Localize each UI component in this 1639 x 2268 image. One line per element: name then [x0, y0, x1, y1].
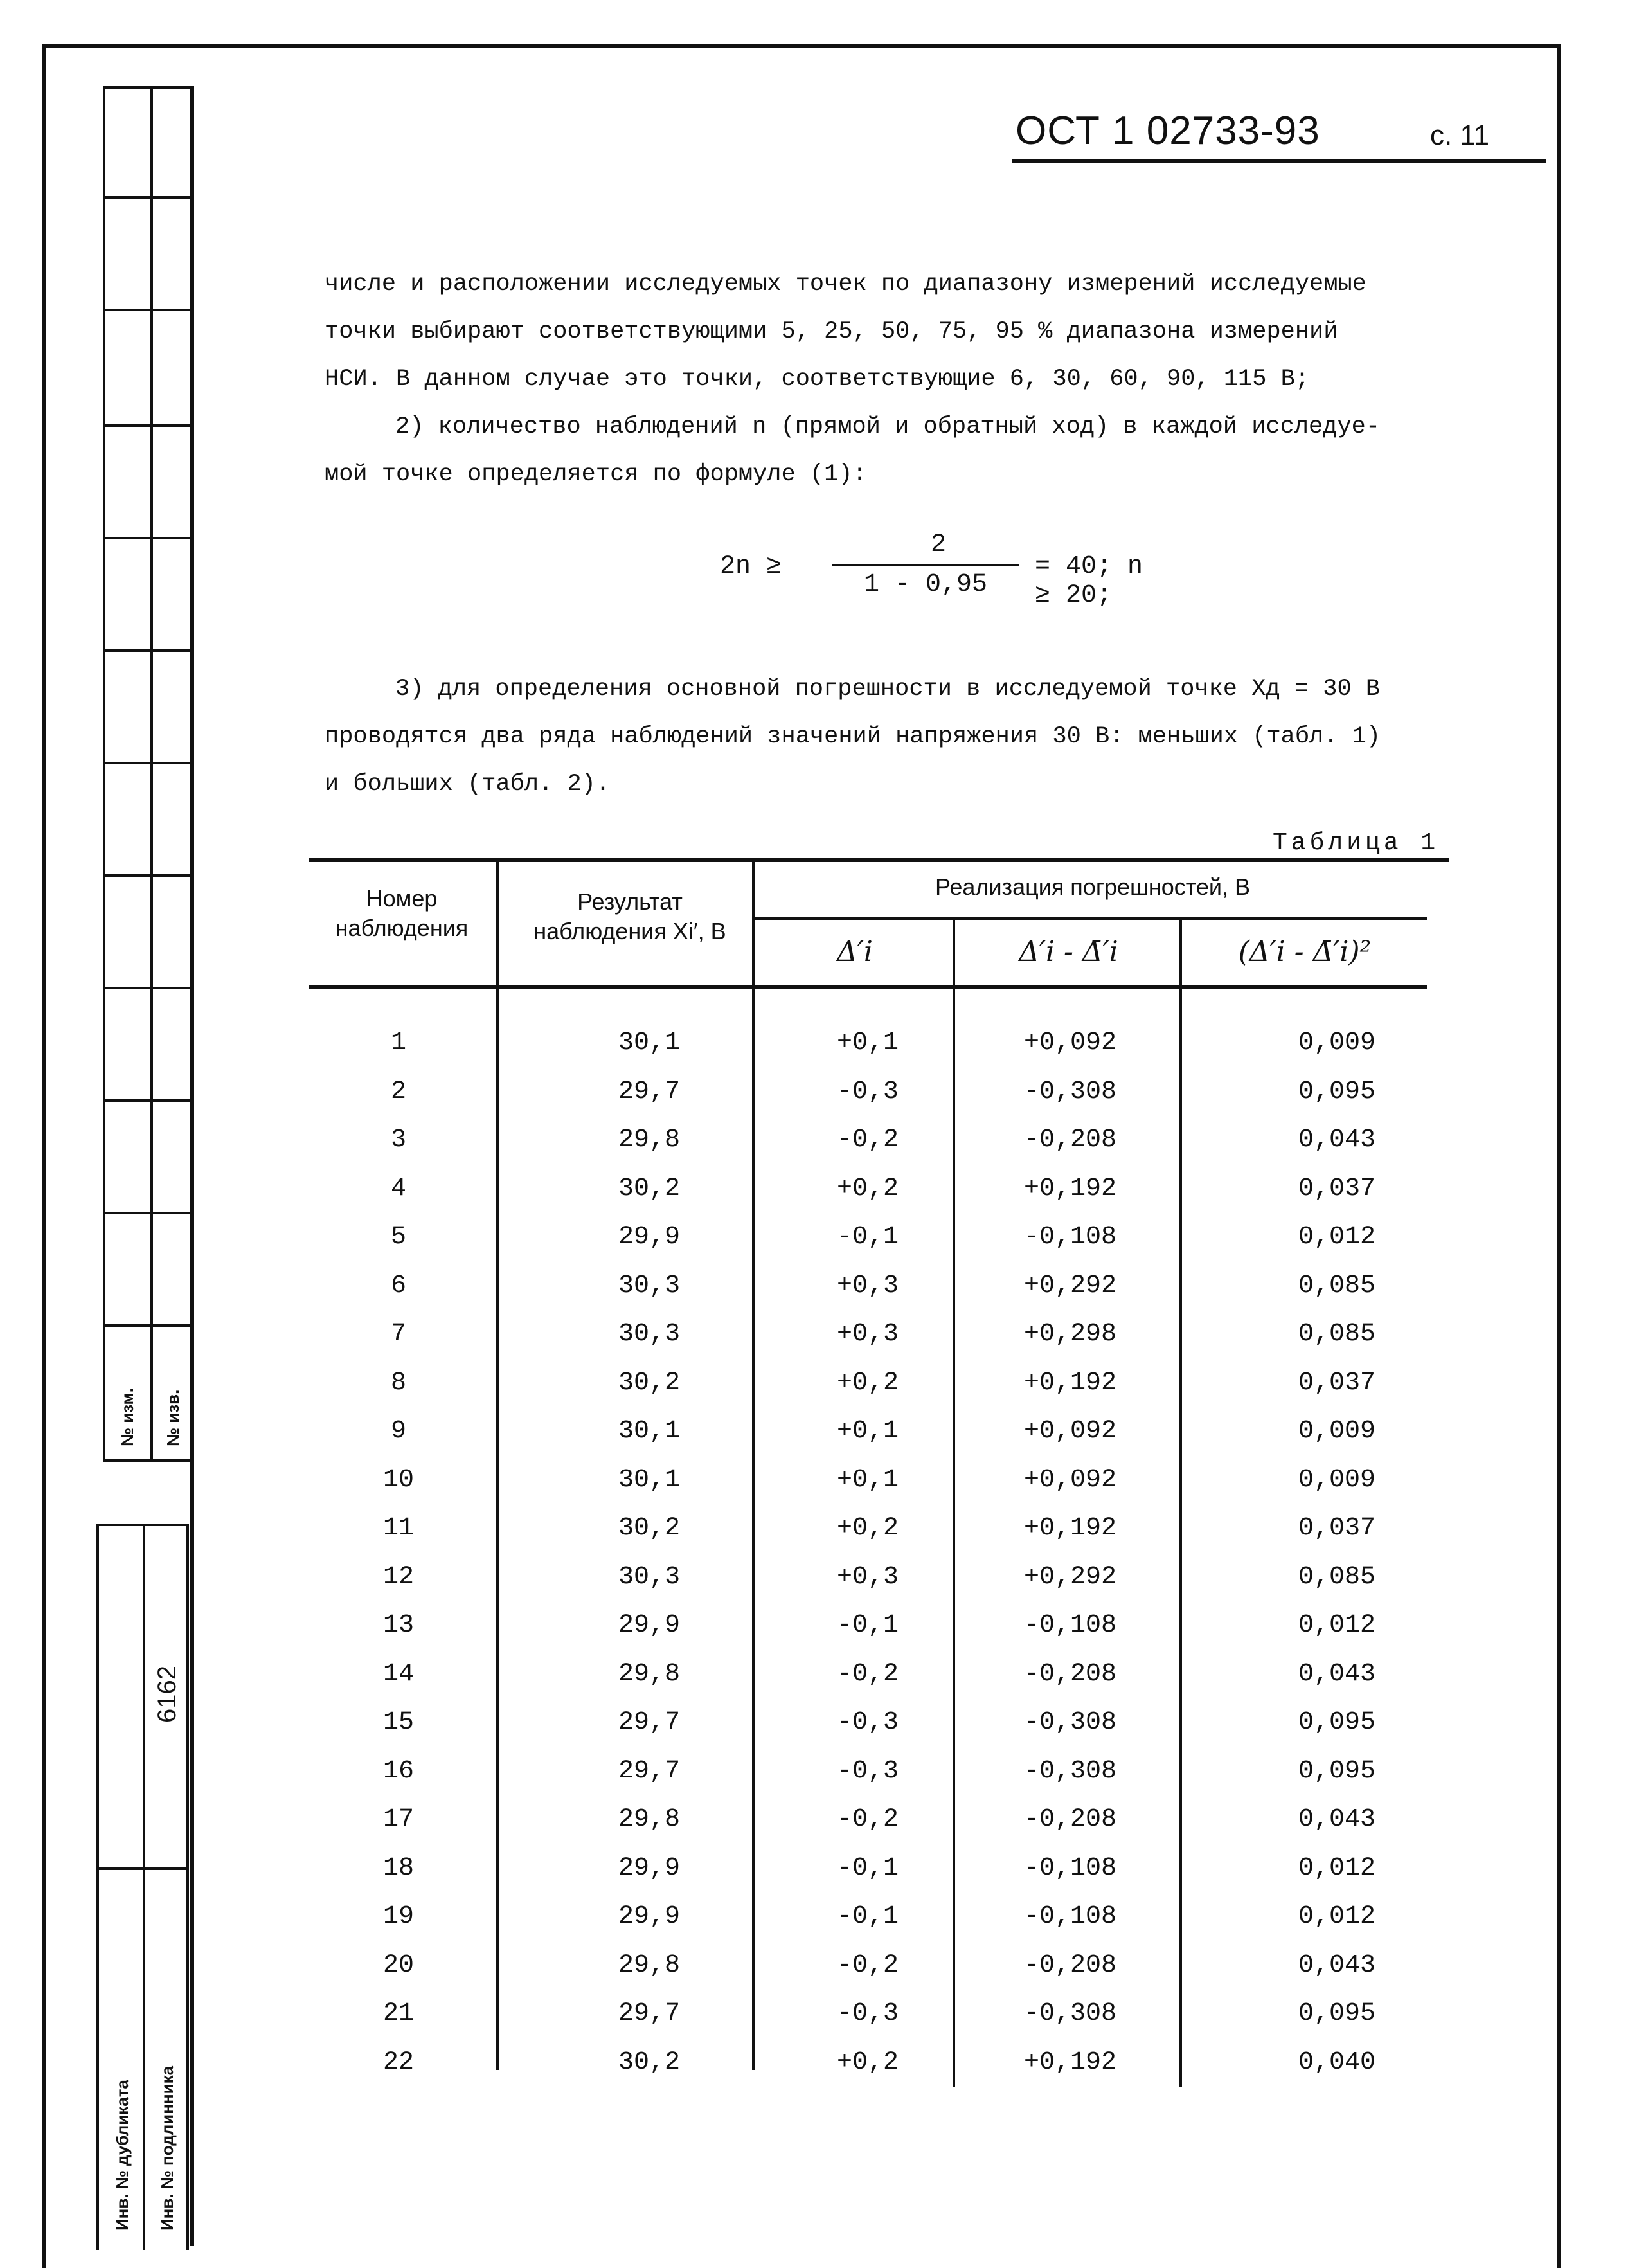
table-row	[309, 1611, 1465, 1660]
cell-number: 22	[382, 2048, 414, 2077]
table-row	[309, 1999, 1465, 2048]
cell-delta: -0,1	[836, 1902, 899, 1931]
stamp-divider	[103, 1212, 194, 1214]
cell-number: 5	[390, 1223, 406, 1252]
cell-delta-diff-sq: 0,037	[1298, 1174, 1376, 1203]
stamp-divider	[103, 1099, 194, 1102]
table-row	[309, 1805, 1465, 1854]
cell-number: 18	[382, 1853, 414, 1883]
cell-delta-diff-sq: 0,043	[1298, 1126, 1376, 1155]
fraction-bar	[832, 564, 1019, 566]
cell-delta: -0,2	[836, 1950, 899, 1980]
table-row	[309, 1029, 1465, 1077]
cell-delta-diff: +0,298	[1023, 1320, 1117, 1349]
text-line: точки выбирают соответствующими 5, 25, 50, 75, 95 % диапазона измерений	[325, 318, 1338, 345]
cell-delta: +0,3	[836, 1320, 899, 1349]
cell-result: 29,8	[618, 1126, 680, 1155]
cell-delta-diff-sq: 0,009	[1298, 1465, 1376, 1495]
cell-delta-diff-sq: 0,095	[1298, 1999, 1376, 2028]
stamp-divider	[103, 196, 194, 199]
table-row	[309, 1902, 1465, 1951]
table-row	[309, 2048, 1465, 2097]
cell-delta-diff-sq: 0,095	[1298, 1077, 1376, 1106]
cell-result: 30,3	[618, 1562, 680, 1592]
text-line: проводятся два ряда наблюдений значений напряжения 30 В: меньших (табл. 1)	[325, 723, 1381, 750]
cell-delta: -0,1	[836, 1853, 899, 1883]
table-row	[309, 1272, 1465, 1320]
cell-number: 1	[390, 1029, 406, 1058]
stamp-divider	[103, 1459, 194, 1462]
cell-delta: +0,1	[836, 1417, 899, 1446]
col-header-delta-diff: Δ′i - Δ̄′i	[1019, 935, 1118, 968]
cell-result: 30,2	[618, 1174, 680, 1203]
cell-delta-diff-sq: 0,009	[1298, 1417, 1376, 1446]
cell-delta-diff-sq: 0,085	[1298, 1320, 1376, 1349]
cell-delta-diff: -0,308	[1023, 1077, 1117, 1106]
document-code: ОСТ 1 02733-93	[1016, 109, 1320, 153]
cell-result: 29,9	[618, 1223, 680, 1252]
cell-result: 29,8	[618, 1950, 680, 1980]
cell-delta-diff-sq: 0,085	[1298, 1562, 1376, 1592]
table-row	[309, 1417, 1465, 1466]
stamp-divider	[103, 424, 194, 427]
cell-delta-diff-sq: 0,085	[1298, 1271, 1376, 1300]
cell-number: 7	[390, 1320, 406, 1349]
paragraph-1	[325, 260, 1475, 403]
formula-rhs: = 40; n ≥ 20;	[1035, 552, 1143, 610]
table-row	[309, 1757, 1465, 1806]
stamp-dup-inv-label: Инв. № дубликата	[112, 2080, 132, 2231]
cell-delta-diff: +0,192	[1023, 1368, 1117, 1398]
col-header-number: Номер наблюдения	[335, 885, 469, 941]
cell-delta: -0,1	[836, 1223, 899, 1252]
stamp-change-no-label: № изм.	[118, 1388, 137, 1446]
table-row	[309, 1563, 1465, 1612]
table-caption: Таблица 1	[1273, 829, 1440, 857]
cell-delta: +0,2	[836, 1514, 899, 1543]
stamp-orig-number: 6162	[153, 1666, 181, 1723]
cell-delta: -0,1	[836, 1611, 899, 1640]
text-line: 2) количество наблюдений n (прямой и обратный ход) в каждой исследуе-	[395, 413, 1381, 440]
cell-delta-diff-sq: 0,095	[1298, 1708, 1376, 1737]
col-header-delta-diff-sq: (Δ′i - Δ̄′i)²	[1238, 935, 1372, 968]
cell-delta-diff-sq: 0,012	[1298, 1902, 1376, 1931]
cell-result: 29,8	[618, 1659, 680, 1689]
cell-delta: -0,3	[836, 1077, 899, 1106]
stamp-divider	[103, 537, 194, 539]
stamp-divider	[103, 309, 194, 311]
table-header-rule	[309, 986, 1427, 989]
table-body	[309, 1029, 1465, 2096]
stamp-strip-left	[103, 86, 153, 1462]
cell-result: 29,9	[618, 1902, 680, 1931]
cell-delta-diff: -0,108	[1023, 1223, 1117, 1252]
table-row	[309, 1369, 1465, 1418]
cell-result: 30,1	[618, 1029, 680, 1058]
cell-delta: -0,3	[836, 1999, 899, 2028]
cell-number: 10	[382, 1465, 414, 1495]
cell-delta: +0,2	[836, 1174, 899, 1203]
cell-delta-diff: -0,308	[1023, 1999, 1117, 2028]
paragraph-2	[325, 403, 1475, 498]
cell-delta-diff-sq: 0,012	[1298, 1223, 1376, 1252]
cell-delta-diff-sq: 0,037	[1298, 1514, 1376, 1543]
cell-delta-diff: +0,192	[1023, 2048, 1117, 2077]
table-row	[309, 1223, 1465, 1272]
table-row	[309, 1660, 1465, 1709]
table-row	[309, 1466, 1465, 1515]
cell-number: 21	[382, 1999, 414, 2028]
stamp-inventory-divider	[143, 1524, 145, 2250]
col-header-group: Реализация погрешностей, В	[935, 874, 1251, 900]
cell-result: 29,7	[618, 1999, 680, 2028]
cell-delta-diff: -0,208	[1023, 1950, 1117, 1980]
cell-delta-diff-sq: 0,040	[1298, 2048, 1376, 2077]
cell-number: 9	[390, 1417, 406, 1446]
cell-result: 29,9	[618, 1853, 680, 1883]
table-row	[309, 1174, 1465, 1223]
cell-delta: +0,2	[836, 2048, 899, 2077]
cell-delta-diff-sq: 0,095	[1298, 1756, 1376, 1786]
cell-number: 16	[382, 1756, 414, 1786]
table-top-rule	[309, 858, 1449, 862]
cell-number: 4	[390, 1174, 406, 1203]
cell-delta-diff: +0,192	[1023, 1514, 1117, 1543]
cell-delta: -0,2	[836, 1659, 899, 1689]
cell-delta-diff: -0,108	[1023, 1902, 1117, 1931]
cell-number: 20	[382, 1950, 414, 1980]
table-row	[309, 1854, 1465, 1903]
cell-delta-diff: +0,192	[1023, 1174, 1117, 1203]
cell-result: 29,7	[618, 1756, 680, 1786]
cell-delta: -0,3	[836, 1756, 899, 1786]
table-row	[309, 1320, 1465, 1369]
cell-delta-diff-sq: 0,012	[1298, 1853, 1376, 1883]
table-row	[309, 1126, 1465, 1174]
cell-result: 29,9	[618, 1611, 680, 1640]
stamp-divider	[103, 649, 194, 652]
table-row	[309, 1077, 1465, 1126]
text-line: НСИ. В данном случае это точки, соответствующие 6, 30, 60, 90, 115 В;	[325, 366, 1310, 393]
stamp-divider	[103, 86, 194, 89]
cell-delta-diff: -0,308	[1023, 1756, 1117, 1786]
cell-delta-diff: +0,292	[1023, 1562, 1117, 1592]
header-rule	[1012, 159, 1546, 163]
cell-number: 12	[382, 1562, 414, 1592]
cell-number: 3	[390, 1126, 406, 1155]
table-group-rule	[755, 917, 1427, 920]
cell-number: 8	[390, 1368, 406, 1398]
cell-delta-diff: +0,092	[1023, 1465, 1117, 1495]
stamp-notice-no-label: № изв.	[163, 1389, 183, 1446]
cell-delta-diff: -0,208	[1023, 1126, 1117, 1155]
stamp-inventory-divider	[96, 1868, 189, 1870]
cell-number: 17	[382, 1805, 414, 1834]
cell-result: 30,3	[618, 1320, 680, 1349]
cell-delta-diff: +0,092	[1023, 1417, 1117, 1446]
cell-result: 30,2	[618, 1514, 680, 1543]
table-row	[309, 1514, 1465, 1563]
cell-delta: +0,2	[836, 1368, 899, 1398]
text-line: числе и расположении исследуемых точек по диапазону измерений исследуемые	[325, 271, 1366, 298]
cell-delta-diff-sq: 0,012	[1298, 1611, 1376, 1640]
paragraph-3	[325, 665, 1475, 808]
cell-number: 13	[382, 1611, 414, 1640]
cell-delta-diff: -0,108	[1023, 1611, 1117, 1640]
cell-delta-diff: -0,208	[1023, 1805, 1117, 1834]
cell-result: 29,8	[618, 1805, 680, 1834]
cell-number: 2	[390, 1077, 406, 1106]
cell-result: 29,7	[618, 1708, 680, 1737]
formula	[720, 530, 1170, 610]
text-line: 3) для определения основной погрешности в исследуемой точке Xд = 30 В	[395, 676, 1381, 703]
cell-delta-diff-sq: 0,043	[1298, 1950, 1376, 1980]
col-header-result: Результат наблюдения Xi′, В	[533, 888, 726, 944]
stamp-orig-inv-label: Инв. № подлинника	[157, 2066, 177, 2231]
cell-delta: +0,1	[836, 1465, 899, 1495]
col-header-delta: Δ′i	[837, 935, 873, 968]
formula-denominator: 1 - 0,95	[863, 570, 988, 599]
cell-result: 30,2	[618, 1368, 680, 1398]
stamp-divider	[103, 762, 194, 764]
cell-delta: -0,2	[836, 1126, 899, 1155]
cell-delta-diff: -0,208	[1023, 1659, 1117, 1689]
cell-delta: +0,3	[836, 1271, 899, 1300]
stamp-divider	[103, 987, 194, 989]
cell-delta-diff-sq: 0,037	[1298, 1368, 1376, 1398]
cell-result: 30,3	[618, 1271, 680, 1300]
cell-number: 14	[382, 1659, 414, 1689]
stamp-divider	[103, 1324, 194, 1327]
cell-delta: +0,1	[836, 1029, 899, 1058]
cell-number: 19	[382, 1902, 414, 1931]
cell-number: 11	[382, 1514, 414, 1543]
cell-result: 29,7	[618, 1077, 680, 1106]
table-row	[309, 1951, 1465, 2000]
cell-delta-diff: +0,292	[1023, 1271, 1117, 1300]
formula-numerator: 2	[930, 530, 946, 559]
formula-lhs: 2n ≥	[720, 552, 782, 581]
page-number: с. 11	[1430, 120, 1490, 151]
stamp-strip-right	[150, 86, 194, 1462]
cell-delta-diff: -0,308	[1023, 1708, 1117, 1737]
cell-number: 6	[390, 1271, 406, 1300]
table-row	[309, 1708, 1465, 1757]
cell-result: 30,2	[618, 2048, 680, 2077]
cell-result: 30,1	[618, 1417, 680, 1446]
stamp-divider	[103, 874, 194, 877]
cell-delta: +0,3	[836, 1562, 899, 1592]
cell-delta-diff: -0,108	[1023, 1853, 1117, 1883]
cell-delta-diff-sq: 0,009	[1298, 1029, 1376, 1058]
cell-delta-diff-sq: 0,043	[1298, 1659, 1376, 1689]
cell-result: 30,1	[618, 1465, 680, 1495]
cell-delta-diff: +0,092	[1023, 1029, 1117, 1058]
cell-delta: -0,3	[836, 1708, 899, 1737]
cell-number: 15	[382, 1708, 414, 1737]
cell-delta: -0,2	[836, 1805, 899, 1834]
text-line: мой точке определяется по формуле (1):	[325, 461, 867, 488]
cell-delta-diff-sq: 0,043	[1298, 1805, 1376, 1834]
text-line: и больших (табл. 2).	[325, 771, 611, 798]
